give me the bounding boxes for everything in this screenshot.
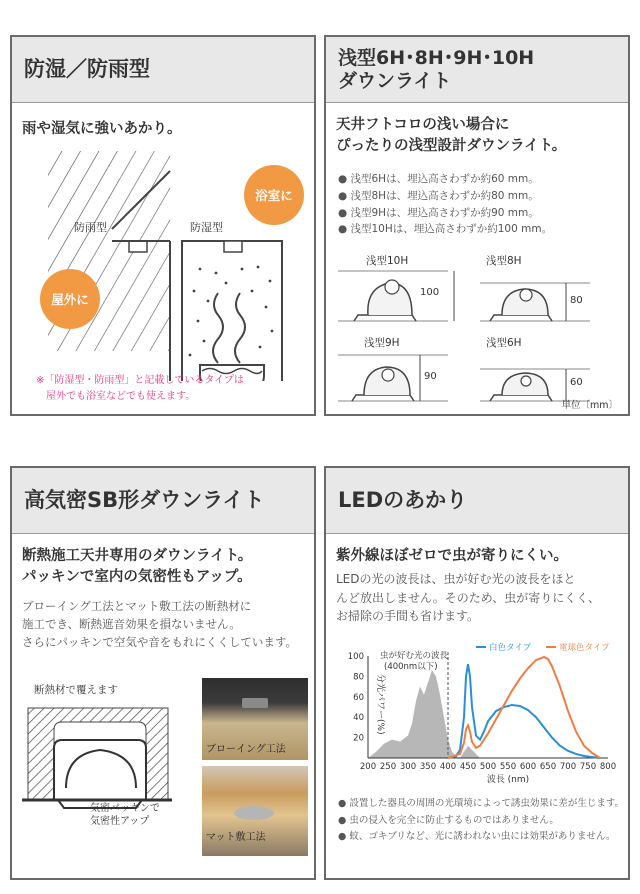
packing-label xyxy=(90,802,160,828)
annotation-line-2: (400nm以下) xyxy=(384,662,438,672)
spec-text: 浅型9Hは、埋込高さわずか約90 mm。 xyxy=(350,206,539,219)
lead-line-2: パッキンで室内の気密性もアップ。 xyxy=(22,569,252,586)
panel-title: 高気密SB形ダウンライト xyxy=(12,468,314,534)
downlight-icon xyxy=(338,249,478,325)
spec-item: ● 浅型10Hは、埋込高さわずか約100 mm。 xyxy=(338,223,553,236)
diagram-name: 浅型8H xyxy=(486,255,522,267)
packing-line-2: 気密性アップ xyxy=(90,816,150,827)
airtight-sb-panel xyxy=(10,466,316,880)
dampproof-label: 防湿型 xyxy=(190,221,223,234)
spec-item: ● 浅型6Hは、埋込高さわずか約60 mm。 xyxy=(338,173,539,185)
spec-text: 浅型8Hは、埋込高さわずか約80 mm。 xyxy=(350,189,539,202)
body-line-3: お掃除の手間も省けます。 xyxy=(336,609,480,624)
y-tick-label: 20 xyxy=(353,733,364,744)
spec-list xyxy=(338,171,552,238)
led-panel xyxy=(324,466,630,880)
shallow-downlight-panel xyxy=(324,35,630,416)
spec-text: 浅型6Hは、埋込高さわずか約60 mm。 xyxy=(350,173,539,185)
body-line-1: ブローイング工法とマット敷工法の断熱材に xyxy=(22,599,252,613)
shallow-diagram xyxy=(338,331,478,407)
x-tick-label: 200 xyxy=(359,762,377,772)
unit-label: 単位〔mm〕 xyxy=(561,400,618,411)
downlight-icon xyxy=(480,331,620,407)
diagram-name: 浅型9H xyxy=(364,337,400,349)
x-tick-label: 600 xyxy=(519,762,537,772)
white-type-line xyxy=(448,664,600,758)
shallow-diagram xyxy=(480,331,620,407)
note-text: 設置した器具の周囲の光環境によって誘虫効果に差が生じます。 xyxy=(349,798,625,809)
x-tick-label: 250 xyxy=(379,762,397,772)
x-tick-label: 700 xyxy=(559,762,577,772)
x-tick-label: 800 xyxy=(599,762,617,772)
led-notes xyxy=(338,796,624,846)
outdoor-bubble: 屋外に xyxy=(40,269,100,329)
y-tick-label: 60 xyxy=(353,692,364,703)
panel-lead xyxy=(22,546,252,588)
panel-lead: 紫外線ほぼゼロで虫が寄りにくい。 xyxy=(336,548,568,564)
damp-rainproof-panel xyxy=(10,35,316,416)
note-text: 虫の侵入を完全に防止するものではありません。 xyxy=(349,814,559,826)
damp-note xyxy=(36,373,244,405)
annotation-line-1: 虫が好む光の波長 xyxy=(380,651,449,661)
y-tick-label: 40 xyxy=(353,713,364,724)
y-tick-label: 80 xyxy=(353,672,364,683)
body-line-1: LEDの光の波長は、虫が好む光の波長をほと xyxy=(336,572,576,586)
bathroom-bubble: 浴室に xyxy=(244,165,304,225)
panel-body xyxy=(22,598,297,651)
spectrum-chart xyxy=(326,640,628,790)
note-item: ● 設置した器具の周囲の光環境によって誘虫効果に差が生じます。 xyxy=(338,798,625,809)
y-tick-label: 100 xyxy=(347,652,364,662)
x-tick-label: 350 xyxy=(419,762,437,772)
body-line-2: 施工でき、断熱遮音効果を損ないません。 xyxy=(22,616,241,631)
mat-caption: マット敷工法 xyxy=(206,832,266,843)
diagram-height: 100 xyxy=(420,287,440,298)
diagram-name: 浅型10H xyxy=(366,255,409,267)
spec-text: 浅型10Hは、埋込高さわずか約100 mm。 xyxy=(350,223,553,236)
diagram-name: 浅型6H xyxy=(486,337,522,349)
rainproof-label: 防雨型 xyxy=(74,221,107,234)
diagram-height: 60 xyxy=(570,377,583,388)
insulation-label: 断熱材で覆えます xyxy=(34,684,118,696)
body-line-3: さらにパッキンで空気や音をもれにくくしています。 xyxy=(22,634,297,649)
packing-line-1: 気密パッキンで xyxy=(90,803,160,814)
title-line-2: ダウンライト xyxy=(338,69,452,92)
y-axis-label: 分光パワー(%) xyxy=(375,674,385,735)
panel-title: 防湿／防雨型 xyxy=(12,37,314,103)
x-tick-label: 550 xyxy=(499,762,517,772)
photo-light-icon xyxy=(242,698,268,708)
downlight-icon xyxy=(338,331,478,407)
photo-light-icon xyxy=(234,806,274,820)
lead-line-1: 天井フトコロの浅い場合に xyxy=(336,117,510,133)
x-tick-label: 750 xyxy=(579,762,597,772)
panel-title xyxy=(326,37,628,103)
note-item: ● 虫の侵入を完全に防止するものではありません。 xyxy=(338,814,559,826)
legend-white-label: 白色タイプ xyxy=(489,643,532,653)
panel-body xyxy=(336,570,600,626)
panel-lead: 雨や湿気に強いあかり。 xyxy=(22,121,182,137)
x-axis-label: 波長 (nm) xyxy=(486,775,530,785)
note-line-1: ※「防湿型・防雨型」と記載しているタイプは xyxy=(36,375,244,386)
diagram-height: 90 xyxy=(424,371,437,382)
panel-title: LEDのあかり xyxy=(326,468,628,534)
title-line-1: 浅型6H･8H･9H･10H xyxy=(338,46,535,69)
shallow-diagram xyxy=(338,249,478,325)
legend-bulb-label: 電球色タイプ xyxy=(559,643,610,653)
diagram-height: 80 xyxy=(570,295,583,306)
downlight-icon xyxy=(480,249,620,325)
note-line-2: 屋外でも浴室などでも使えます。 xyxy=(46,391,196,402)
spec-item: ● 浅型9Hは、埋込高さわずか約90 mm。 xyxy=(338,206,539,219)
x-tick-label: 650 xyxy=(539,762,557,772)
spec-item: ● 浅型8Hは、埋込高さわずか約80 mm。 xyxy=(338,189,539,202)
note-text: 蚊、ゴキブリなど、光に誘われない虫には効果がありません。 xyxy=(349,831,616,843)
lead-line-1: 断熱施工天井専用のダウンライト。 xyxy=(22,548,253,564)
x-tick-label: 400 xyxy=(439,762,457,772)
x-tick-label: 450 xyxy=(459,762,477,772)
shallow-diagram xyxy=(480,249,620,325)
panel-lead xyxy=(336,115,566,157)
x-tick-label: 300 xyxy=(399,762,417,772)
x-tick-label: 500 xyxy=(479,762,497,772)
lead-line-2: ぴったりの浅型設計ダウンライト。 xyxy=(336,138,567,155)
note-item: ● 蚊、ゴキブリなど、光に誘われない虫には効果がありません。 xyxy=(338,831,616,843)
blowing-caption: ブローイング工法 xyxy=(206,744,286,755)
body-line-2: んど放出しません。そのため、虫が寄りにくく、 xyxy=(336,590,601,605)
